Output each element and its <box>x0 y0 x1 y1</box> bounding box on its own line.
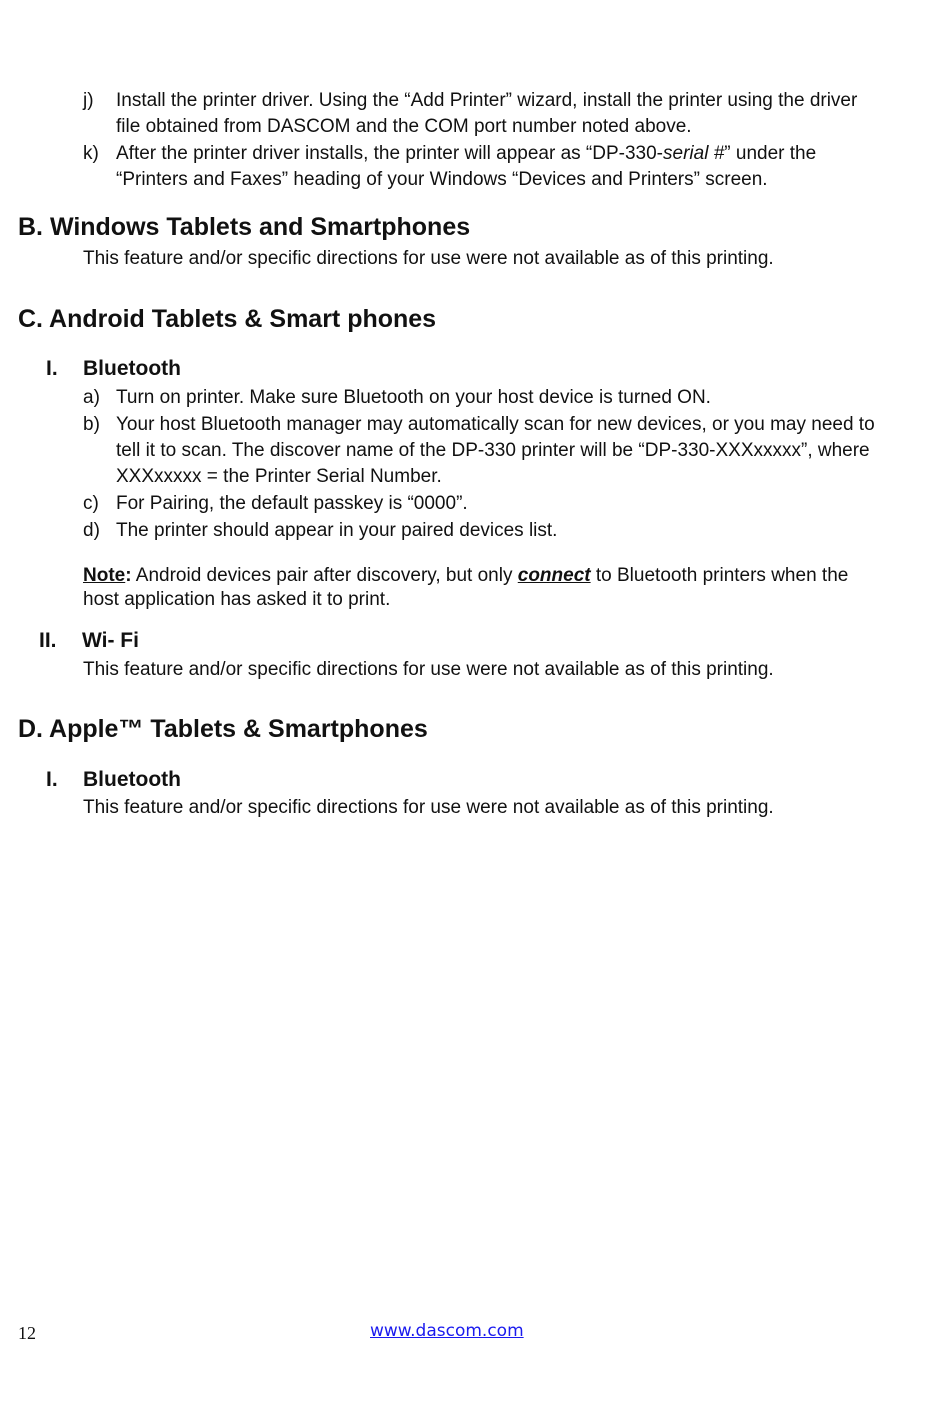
note-line1 <box>83 565 848 587</box>
section-c-heading: C. Android Tablets & Smart phones <box>18 305 437 333</box>
note-colon: : <box>125 565 132 586</box>
list-item-b-line2: tell it to scan. The discover name of the DP-330 printer will be “DP-330-XXXxxxxx”, where <box>116 440 870 461</box>
section-c-sub1-numeral: I. <box>46 357 58 380</box>
note-emphasis-connect: connect <box>517 565 591 586</box>
list-marker-j: j) <box>83 90 94 111</box>
list-item-k-text-post: ” under the <box>724 143 817 164</box>
note-text-pre: Android devices pair after discovery, but only <box>131 565 518 586</box>
section-d-sub1-title: Bluetooth <box>83 768 181 791</box>
section-b-heading: B. Windows Tablets and Smartphones <box>18 213 471 241</box>
section-d-heading: D. Apple™ Tablets & Smartphones <box>18 715 428 743</box>
website-link[interactable]: www.dascom.com <box>370 1321 524 1341</box>
list-item-a-line1: Turn on printer. Make sure Bluetooth on your host device is turned ON. <box>116 387 711 408</box>
note-text-post: to Bluetooth printers when the <box>590 565 849 586</box>
page-number: 12 <box>18 1323 36 1343</box>
list-item-k-serial: serial # <box>663 143 725 164</box>
list-item-j-line1: Install the printer driver. Using the “Add Printer” wizard, install the printer using the driver <box>116 90 858 111</box>
list-marker-b: b) <box>83 414 100 435</box>
list-marker-k: k) <box>83 143 99 164</box>
list-item-b-line1: Your host Bluetooth manager may automatically scan for new devices, or you may need to <box>116 414 875 435</box>
section-d-sub1-body: This feature and/or specific directions for use were not available as of this printing. <box>83 797 774 818</box>
list-marker-d: d) <box>83 520 100 541</box>
list-item-k-text-pre: After the printer driver installs, the printer will appear as “DP-330- <box>116 143 664 164</box>
section-c-sub2-title: Wi- Fi <box>82 629 139 652</box>
list-item-k-line1 <box>116 143 816 165</box>
section-d-sub1-numeral: I. <box>46 768 58 791</box>
section-b-body: This feature and/or specific directions for use were not available as of this printing. <box>83 248 774 269</box>
note-line2: host application has asked it to print. <box>83 589 391 610</box>
section-c-sub1-title: Bluetooth <box>83 357 181 380</box>
list-item-k-line2: “Printers and Faxes” heading of your Windows “Devices and Printers” screen. <box>116 169 768 190</box>
section-c-sub2-body: This feature and/or specific directions for use were not available as of this printing. <box>83 659 774 680</box>
note-label: Note <box>83 565 126 586</box>
list-item-d-line1: The printer should appear in your paired devices list. <box>116 520 558 541</box>
list-item-j-line2: file obtained from DASCOM and the COM port number noted above. <box>116 116 692 137</box>
list-marker-a: a) <box>83 387 100 408</box>
list-item-c-line1: For Pairing, the default passkey is “0000”. <box>116 493 468 514</box>
section-c-sub2-numeral: II. <box>39 629 57 652</box>
list-marker-c: c) <box>83 493 99 514</box>
list-item-b-line3: XXXxxxxx = the Printer Serial Number. <box>116 466 442 487</box>
